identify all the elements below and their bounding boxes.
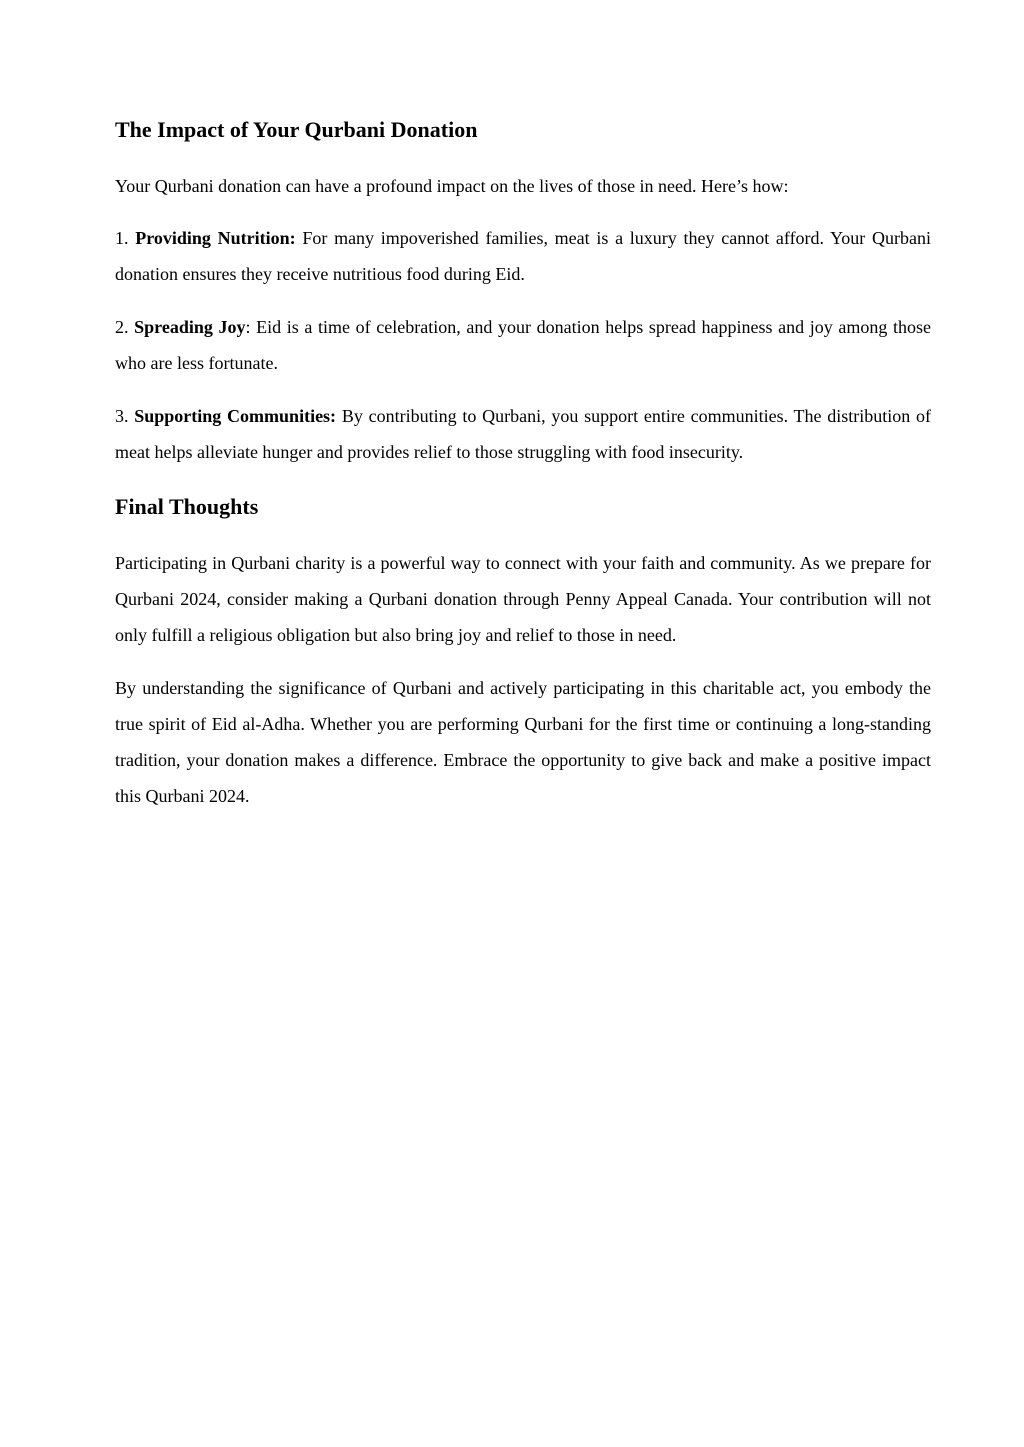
item-title: Providing Nutrition: [135, 228, 296, 248]
final-paragraph: By understanding the significance of Qurbani and actively participating in this charitable act, you embody the true spirit of Eid al-Adha. Whether you are performing Qurbani for the first time or continuing a long-standing tradition, your donation makes a difference. Embrace the opportunity to give back and make a positive impact this Qurbani 2024. [115, 678, 931, 806]
item-title: Supporting Communities: [134, 406, 337, 426]
final-paragraph: Participating in Qurbani charity is a powerful way to connect with your faith and community. As we prepare for Qurbani 2024, consider making a Qurbani donation through Penny Appeal Canada. Your contribution will not only fulfill a religious obligation but also bring joy and relief to those in need. [115, 553, 931, 645]
item-text: For many impoverished families, meat is a luxury they cannot afford. Your Qurbani donation ensures they receive nutritious food during Eid. [115, 228, 931, 284]
item-title: Spreading Joy [134, 317, 246, 337]
item-text: By contributing to Qurbani, you support entire communities. The distribution of meat helps alleviate hunger and provides relief to those struggling with food insecurity. [115, 406, 932, 462]
document-page [115, 112, 931, 831]
final-thoughts-heading: Final Thoughts [115, 494, 259, 519]
impact-item-communities [115, 398, 931, 470]
impact-item-nutrition [115, 220, 931, 292]
impact-heading: The Impact of Your Qurbani Donation [115, 117, 478, 142]
impact-item-joy [115, 309, 931, 381]
item-number: 2. [115, 317, 129, 337]
item-number: 1. [115, 228, 129, 248]
impact-intro: Your Qurbani donation can have a profound impact on the lives of those in need. Here’s how: [115, 176, 789, 196]
item-number: 3. [115, 406, 129, 426]
item-text: : Eid is a time of celebration, and your donation helps spread happiness and joy among those who are less fortunate. [115, 317, 931, 373]
